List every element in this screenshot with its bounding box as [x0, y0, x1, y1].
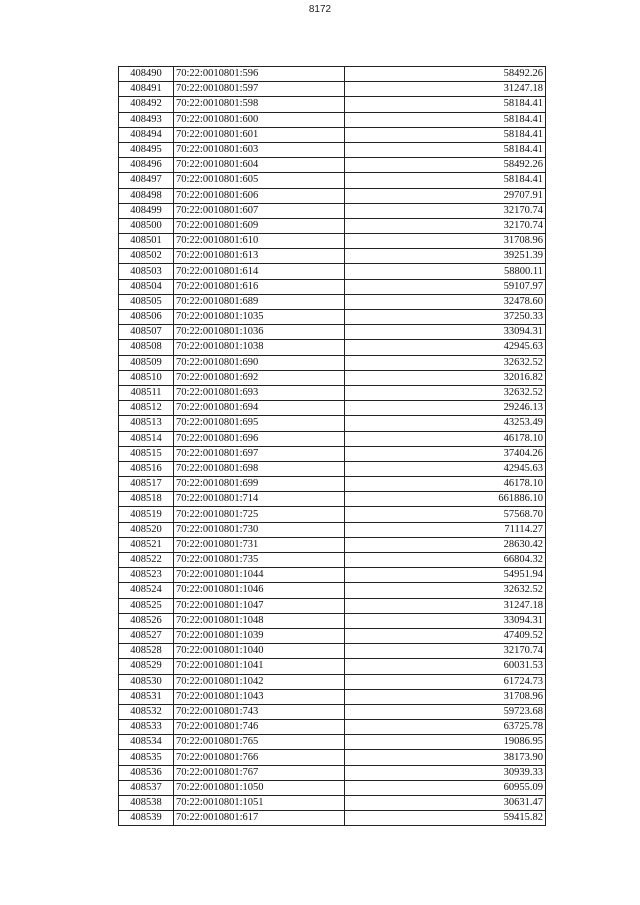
cadastral-number-cell: 70:22:0010801:613: [174, 249, 345, 264]
table-row: [119, 279, 546, 294]
cadastral-number-cell: 70:22:0010801:606: [174, 188, 345, 203]
cadastral-number-cell: 70:22:0010801:1036: [174, 325, 345, 340]
table-row: [119, 97, 546, 112]
row-number-cell: 408503: [119, 264, 174, 279]
page-number: 8172: [308, 4, 332, 15]
value-cell: 33094.31: [345, 613, 546, 628]
row-number-cell: 408518: [119, 492, 174, 507]
row-number-cell: 408529: [119, 659, 174, 674]
cadastral-number-cell: 70:22:0010801:596: [174, 67, 345, 82]
table-row: [119, 796, 546, 811]
cadastral-number-cell: 70:22:0010801:692: [174, 370, 345, 385]
row-number-cell: 408520: [119, 522, 174, 537]
value-cell: 32632.52: [345, 355, 546, 370]
row-number-cell: 408527: [119, 628, 174, 643]
cadastral-number-cell: 70:22:0010801:614: [174, 264, 345, 279]
table-row: [119, 431, 546, 446]
value-cell: 58184.41: [345, 173, 546, 188]
cadastral-number-cell: 70:22:0010801:695: [174, 416, 345, 431]
row-number-cell: 408533: [119, 720, 174, 735]
table-row: [119, 598, 546, 613]
value-cell: 42945.63: [345, 340, 546, 355]
row-number-cell: 408513: [119, 416, 174, 431]
value-cell: 30939.33: [345, 765, 546, 780]
value-cell: 59415.82: [345, 811, 546, 826]
value-cell: 32016.82: [345, 370, 546, 385]
row-number-cell: 408491: [119, 82, 174, 97]
value-cell: 47409.52: [345, 628, 546, 643]
value-cell: 32478.60: [345, 294, 546, 309]
cadastre-table: [118, 66, 546, 826]
cadastral-number-cell: 70:22:0010801:1040: [174, 644, 345, 659]
value-cell: 58800.11: [345, 264, 546, 279]
value-cell: 19086.95: [345, 735, 546, 750]
table-row: [119, 628, 546, 643]
cadastral-number-cell: 70:22:0010801:1035: [174, 310, 345, 325]
table-row: [119, 477, 546, 492]
table-row: [119, 704, 546, 719]
value-cell: 63725.78: [345, 720, 546, 735]
cadastral-number-cell: 70:22:0010801:616: [174, 279, 345, 294]
table-row: [119, 765, 546, 780]
cadastral-number-cell: 70:22:0010801:714: [174, 492, 345, 507]
value-cell: 58184.41: [345, 97, 546, 112]
value-cell: 57568.70: [345, 507, 546, 522]
value-cell: 42945.63: [345, 461, 546, 476]
cadastral-number-cell: 70:22:0010801:1046: [174, 583, 345, 598]
value-cell: 58492.26: [345, 67, 546, 82]
table-row: [119, 689, 546, 704]
table-row: [119, 674, 546, 689]
cadastral-number-cell: 70:22:0010801:765: [174, 735, 345, 750]
table-row: [119, 158, 546, 173]
row-number-cell: 408509: [119, 355, 174, 370]
row-number-cell: 408521: [119, 537, 174, 552]
row-number-cell: 408505: [119, 294, 174, 309]
value-cell: 31708.96: [345, 234, 546, 249]
row-number-cell: 408534: [119, 735, 174, 750]
cadastral-number-cell: 70:22:0010801:693: [174, 385, 345, 400]
cadastral-number-cell: 70:22:0010801:617: [174, 811, 345, 826]
row-number-cell: 408490: [119, 67, 174, 82]
cadastral-number-cell: 70:22:0010801:1050: [174, 780, 345, 795]
table-row: [119, 537, 546, 552]
cadastral-number-cell: 70:22:0010801:743: [174, 704, 345, 719]
value-cell: 37404.26: [345, 446, 546, 461]
cadastral-number-cell: 70:22:0010801:609: [174, 218, 345, 233]
row-number-cell: 408499: [119, 203, 174, 218]
value-cell: 32170.74: [345, 218, 546, 233]
value-cell: 38173.90: [345, 750, 546, 765]
table-row: [119, 750, 546, 765]
value-cell: 29246.13: [345, 401, 546, 416]
value-cell: 58184.41: [345, 127, 546, 142]
cadastral-number-cell: 70:22:0010801:603: [174, 142, 345, 157]
row-number-cell: 408535: [119, 750, 174, 765]
row-number-cell: 408512: [119, 401, 174, 416]
row-number-cell: 408530: [119, 674, 174, 689]
value-cell: 31708.96: [345, 689, 546, 704]
cadastral-number-cell: 70:22:0010801:605: [174, 173, 345, 188]
value-cell: 39251.39: [345, 249, 546, 264]
cadastral-number-cell: 70:22:0010801:690: [174, 355, 345, 370]
table-row: [119, 553, 546, 568]
row-number-cell: 408516: [119, 461, 174, 476]
cadastral-number-cell: 70:22:0010801:735: [174, 553, 345, 568]
table-row: [119, 294, 546, 309]
value-cell: 46178.10: [345, 431, 546, 446]
table-row: [119, 780, 546, 795]
table-row: [119, 310, 546, 325]
row-number-cell: 408496: [119, 158, 174, 173]
cadastral-number-cell: 70:22:0010801:1044: [174, 568, 345, 583]
value-cell: 58184.41: [345, 142, 546, 157]
cadastral-number-cell: 70:22:0010801:696: [174, 431, 345, 446]
row-number-cell: 408539: [119, 811, 174, 826]
value-cell: 30631.47: [345, 796, 546, 811]
cadastral-number-cell: 70:22:0010801:699: [174, 477, 345, 492]
cadastral-number-cell: 70:22:0010801:698: [174, 461, 345, 476]
table-row: [119, 234, 546, 249]
row-number-cell: 408493: [119, 112, 174, 127]
row-number-cell: 408507: [119, 325, 174, 340]
table-row: [119, 173, 546, 188]
row-number-cell: 408537: [119, 780, 174, 795]
table-row: [119, 735, 546, 750]
table-body: [119, 67, 546, 826]
cadastral-number-cell: 70:22:0010801:600: [174, 112, 345, 127]
cadastral-number-cell: 70:22:0010801:1039: [174, 628, 345, 643]
row-number-cell: 408501: [119, 234, 174, 249]
table-row: [119, 568, 546, 583]
table-row: [119, 659, 546, 674]
table-row: [119, 340, 546, 355]
table-row: [119, 720, 546, 735]
value-cell: 58184.41: [345, 112, 546, 127]
row-number-cell: 408497: [119, 173, 174, 188]
value-cell: 31247.18: [345, 598, 546, 613]
row-number-cell: 408510: [119, 370, 174, 385]
row-number-cell: 408532: [119, 704, 174, 719]
row-number-cell: 408524: [119, 583, 174, 598]
row-number-cell: 408515: [119, 446, 174, 461]
value-cell: 61724.73: [345, 674, 546, 689]
table-row: [119, 401, 546, 416]
table-row: [119, 613, 546, 628]
table-row: [119, 67, 546, 82]
row-number-cell: 408502: [119, 249, 174, 264]
value-cell: 32170.74: [345, 644, 546, 659]
table-row: [119, 249, 546, 264]
table-row: [119, 142, 546, 157]
cadastral-number-cell: 70:22:0010801:1038: [174, 340, 345, 355]
table-row: [119, 507, 546, 522]
row-number-cell: 408517: [119, 477, 174, 492]
cadastral-number-cell: 70:22:0010801:1051: [174, 796, 345, 811]
value-cell: 60031.53: [345, 659, 546, 674]
cadastral-number-cell: 70:22:0010801:1042: [174, 674, 345, 689]
value-cell: 59107.97: [345, 279, 546, 294]
table-row: [119, 583, 546, 598]
row-number-cell: 408522: [119, 553, 174, 568]
table-row: [119, 461, 546, 476]
cadastral-number-cell: 70:22:0010801:1041: [174, 659, 345, 674]
cadastral-number-cell: 70:22:0010801:598: [174, 97, 345, 112]
row-number-cell: 408492: [119, 97, 174, 112]
value-cell: 54951.94: [345, 568, 546, 583]
table-row: [119, 522, 546, 537]
row-number-cell: 408538: [119, 796, 174, 811]
table-row: [119, 325, 546, 340]
row-number-cell: 408506: [119, 310, 174, 325]
cadastral-number-cell: 70:22:0010801:767: [174, 765, 345, 780]
cadastral-number-cell: 70:22:0010801:604: [174, 158, 345, 173]
cadastral-number-cell: 70:22:0010801:746: [174, 720, 345, 735]
table-row: [119, 127, 546, 142]
row-number-cell: 408504: [119, 279, 174, 294]
value-cell: 28630.42: [345, 537, 546, 552]
value-cell: 66804.32: [345, 553, 546, 568]
table-row: [119, 188, 546, 203]
value-cell: 71114.27: [345, 522, 546, 537]
cadastral-number-cell: 70:22:0010801:601: [174, 127, 345, 142]
cadastral-number-cell: 70:22:0010801:697: [174, 446, 345, 461]
table-row: [119, 264, 546, 279]
value-cell: 59723.68: [345, 704, 546, 719]
cadastral-number-cell: 70:22:0010801:610: [174, 234, 345, 249]
row-number-cell: 408531: [119, 689, 174, 704]
table-row: [119, 218, 546, 233]
row-number-cell: 408495: [119, 142, 174, 157]
cadastral-number-cell: 70:22:0010801:1048: [174, 613, 345, 628]
row-number-cell: 408498: [119, 188, 174, 203]
table-row: [119, 370, 546, 385]
table-row: [119, 446, 546, 461]
value-cell: 33094.31: [345, 325, 546, 340]
value-cell: 37250.33: [345, 310, 546, 325]
table-row: [119, 811, 546, 826]
table-row: [119, 203, 546, 218]
value-cell: 46178.10: [345, 477, 546, 492]
value-cell: 29707.91: [345, 188, 546, 203]
cadastral-number-cell: 70:22:0010801:1047: [174, 598, 345, 613]
table-row: [119, 492, 546, 507]
table-row: [119, 416, 546, 431]
row-number-cell: 408500: [119, 218, 174, 233]
cadastral-number-cell: 70:22:0010801:766: [174, 750, 345, 765]
row-number-cell: 408508: [119, 340, 174, 355]
cadastral-number-cell: 70:22:0010801:607: [174, 203, 345, 218]
cadastral-number-cell: 70:22:0010801:694: [174, 401, 345, 416]
row-number-cell: 408514: [119, 431, 174, 446]
value-cell: 31247.18: [345, 82, 546, 97]
row-number-cell: 408519: [119, 507, 174, 522]
cadastral-number-cell: 70:22:0010801:689: [174, 294, 345, 309]
value-cell: 32632.52: [345, 385, 546, 400]
value-cell: 661886.10: [345, 492, 546, 507]
row-number-cell: 408525: [119, 598, 174, 613]
table-row: [119, 112, 546, 127]
cadastral-number-cell: 70:22:0010801:725: [174, 507, 345, 522]
cadastral-number-cell: 70:22:0010801:597: [174, 82, 345, 97]
row-number-cell: 408494: [119, 127, 174, 142]
value-cell: 32170.74: [345, 203, 546, 218]
value-cell: 32632.52: [345, 583, 546, 598]
value-cell: 43253.49: [345, 416, 546, 431]
cadastral-number-cell: 70:22:0010801:731: [174, 537, 345, 552]
row-number-cell: 408526: [119, 613, 174, 628]
row-number-cell: 408523: [119, 568, 174, 583]
table-row: [119, 355, 546, 370]
row-number-cell: 408528: [119, 644, 174, 659]
value-cell: 58492.26: [345, 158, 546, 173]
row-number-cell: 408511: [119, 385, 174, 400]
cadastral-number-cell: 70:22:0010801:730: [174, 522, 345, 537]
cadastral-number-cell: 70:22:0010801:1043: [174, 689, 345, 704]
value-cell: 60955.09: [345, 780, 546, 795]
row-number-cell: 408536: [119, 765, 174, 780]
table-row: [119, 644, 546, 659]
table-row: [119, 82, 546, 97]
table-row: [119, 385, 546, 400]
